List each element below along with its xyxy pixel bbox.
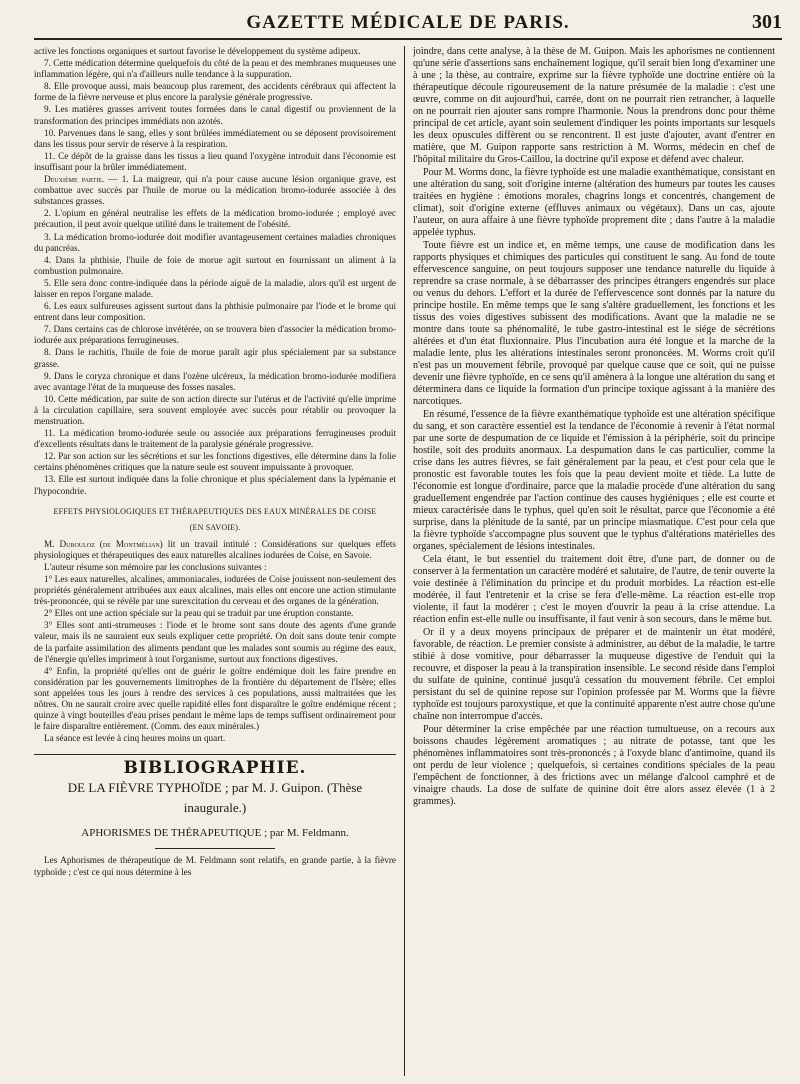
book-title-line2: inaugurale.) — [183, 800, 247, 816]
right-paragraph-4: En résumé, l'essence de la fièvre exanthématique typhoïde est une altération spécifique du sang, et son caractère essentiel est la tendance de l'économie à revenir à l'état normal par une sorte de despumation de ce liquide et l'émission à la périphérie, soit du principe hostile, soit des produits anormaux. La despumation dans le cas particulier, comme la crise dans les autres fièvres, se fait généralement par la peau, et c'est pour cela que le pronostic est favorable toutes les fois que la peau devient moite et tiède. La lutte de l'économie est longue d'ordinaire, parce que la maladie procède d'une altération du sang graduellement engendrée par l'action continue des causes hygiéniques ; elle est courte et mieux caractérisée dans le typhus, quel qu'en soit le résultat, parce que l'économie a été surprise, dans la plénitude de la santé, par un principe miasmatique. C'est pour cela que la fièvre typhoïde s'accompagne plus souvent que le typhus d'altérations matérielles des organes, spécialement de lésions intestinales. — [413, 409, 775, 552]
book-title-2: APHORISMES DE THÉRAPEUTIQUE ; par M. Feldmann. — [81, 827, 349, 840]
right-paragraph-3: Toute fièvre est un indice et, en même temps, une cause de modification dans les rapports physiques et chimiques des particules qui constituent le sang. Au fond de toute effervescence sanguine, on peut toujours supposer une tendance naturelle du liquide à reprendre sa crase normale, à se débarrasser des principes étrangers engendrés sur place ou venus du dehors. L'effort et la durée de l'effervescence sont donnés par la nature du principe hostile. En même temps que le sang s'altère graduellement, les fonctions et les tissus des voies digestives subissent des modifications. Avant que la maladie ne se montre dans toute sa phénomalité, le tube gastro-intestinal est le siége de sécrétions altérées et d'un état fluxionnaire. Plus l'incubation aura été longue et la marche de la maladie lente, plus les altérations intestinales seront prononcées. M. Worms croit qu'il n'est pas un mouvement fébrile, provoqué par quelque cause que ce soit, qui ne puisse devenir une fièvre typhoïde, en ce sens qu'il amènera à la longue une altération du sang et déterminera dans ce liquide la formation d'un principe toxique agissant à la manière des narcotiques. — [413, 240, 775, 407]
part-two-item-12: 12. Par son action sur les sécrétions et sur les fonctions digestives, elle détermine dans la folie certains phénomènes critiques que la nature seule est souvent impuissante à provoquer. — [34, 451, 396, 473]
columns — [34, 46, 782, 1076]
left-column — [34, 46, 396, 1076]
part-two-item-10: 10. Cette médication, par suite de son action directe sur l'utérus et de l'activité qu'elle imprime à la circulation capillaire, sera souvent employée avec succès pour rétablir ou provoquer la menstruation. — [34, 393, 396, 426]
conclusion-item-1: 1° Les eaux naturelles, alcalines, ammoniacales, iodurées de Coise jouissent non-seulement des propriétés généralement attribuées aux eaux alcalines, mais elles ont encore une action stimulante très-prononcée, qui se révèle par une surexcitation du cerveau et des organes de la génération. — [34, 573, 396, 607]
column-rule — [404, 46, 405, 1076]
conclusions-list — [34, 574, 396, 732]
page-number: 301 — [752, 11, 782, 33]
right-paragraph-5: Cela étant, le but essentiel du traitement doit être, d'une part, de donner ou de conserver à la fermentation un caractère modéré et salutaire, de l'autre, de tenir ouverte la voie destinée à l'élimination du principe et du produit morbides. La réaction est-elle modérée, il faut l'entretenir et la crise se fera d'elle-même. La réaction est-elle trop violente, il faut la modérer ; c'est le moyen d'ouvrir la peau à la crise attendue. La réaction enfin est-elle nulle ou insuffisante, il faut venir à son secours, dans le même but. — [413, 554, 775, 625]
closing-line: La séance est levée à cinq heures moins un quart. — [44, 733, 226, 744]
part-two-text: — 1. La maigreur, qui n'a pour cause aucune lésion organique grave, est combattue avec succès par l'huile de morue ou la médication bromo-iodurée associée à des substances grasses. — [34, 174, 396, 207]
conclusion-item-2: 2° Elles ont une action spéciale sur la peau qui se traduit par une éruption constante. — [44, 608, 354, 619]
conclusion-item-3: 3° Elles sont anti-strumeuses : l'iode et le brome sont sans doute des agents d'une grande valeur, mais ils ne sauraient eux seuls expliquer cette propriété. On doit sans doute tenir compte de la parfaite assimilation des aliments pendant que les malades sont soumis au régime des eaux, de l'énergie qu'elles impriment à tout l'organisme, surtout aux fonctions digestives. — [34, 620, 396, 664]
part-one-list — [34, 58, 396, 173]
part-two-item-11: 11. La médication bromo-iodurée seule ou associée aux préparations ferrugineuses produit d'excellents résultats dans le traitement de la paralysie générale progressive. — [34, 428, 396, 450]
section-heading-line2: (EN SAVOIE). — [189, 522, 241, 532]
report-paragraph — [34, 539, 396, 561]
part-two-item-7: 7. Dans certains cas de chlorose invétérée, on se trouvera bien d'associer la médication bromo-iodurée aux préparations ferrugineuses. — [34, 324, 396, 346]
part-two-item-13: 13. Elle est surtout indiquée dans la folie chronique et plus spécialement dans la lypémanie et l'hypocondrie. — [34, 474, 396, 496]
part-two-item-2: 2. L'opium en général neutralise les effets de la médication bromo-iodurée ; employé avec précaution, il peut avoir quelque utilité dans le traitement de l'obésité. — [34, 208, 396, 230]
intro-paragraph: active les fonctions organiques et surtout favorise le développement du système adipeux. — [34, 46, 361, 56]
right-paragraph-6: Or il y a deux moyens principaux de préparer et de maintenir un état modéré, favorable, de réaction. Le premier consiste à administrer, au début de la maladie, le tartre stibié à dose vomitive, pour débarrasser la muqueuse digestive de l'enduit qui la recouvre, et disposer la peau à la transpiration insensible. Le second réside dans l'emploi du sulfate de quinine, continué jusqu'à cessation du mouvement fébrile. Cet emploi persistant du sel de quinine repose sur l'opinion professée par M. Worms que la fièvre typhoïde est toujours paroxystique, et que la continuité apparente n'est autre chose qu'une chaîne non interrompue d'accès. — [413, 627, 775, 722]
journal-title: GAZETTE MÉDICALE DE PARIS. — [246, 12, 570, 33]
section-heading-line1: EFFETS PHYSIOLOGIQUES ET THÉRAPEUTIQUES DES EAUX MINÉRALES DE COISE — [53, 506, 377, 516]
part-one-item-5: 11. Ce dépôt de la graisse dans les tissus a lieu quand l'oxygène introduit dans l'économie est insuffisant pour la brûler immédiatement. — [34, 150, 396, 172]
part-two-item-8: 8. Dans le rachitis, l'huile de foie de morue paraît agir plus spécialement par sa substance grasse. — [34, 347, 396, 369]
part-two-item-5: 5. Elle sera donc contre-indiquée dans la période aiguë de la maladie, alors qu'il est urgent de laisser en repos l'organe malade. — [34, 277, 396, 299]
report-author: M. Dubouloz (de Montmélian) — [44, 538, 163, 549]
report-summary: L'auteur résume son mémoire par les conclusions suivantes : — [44, 561, 267, 572]
part-one-item-4: 10. Parvenues dans le sang, elles y sont brûlées immédiatement ou se déposent provisoirement dans les tissus pour servir de réserve à la respiration. — [34, 127, 396, 149]
part-two-item-1 — [34, 174, 396, 207]
right-paragraph-7: Pour déterminer la crise empêchée par une réaction tumultueuse, on a recours aux boissons chaudes légèrement aromatiques ; au nitrate de potasse, tant que les phénomènes inflammatoires sont très-prononcés ; à l'oxyde blanc d'antimoine, quand ils ont perdu de leur violence ; quelquefois, si certaines conditions spéciales de la peau l'empêchent de fonctionner, à des frictions avec un mélange d'alcool camphré et de vinaigre chauds. La dose de sulfate de quinine doit être alors assez élevée (1 à 2 grammes). — [413, 724, 775, 807]
right-column — [413, 46, 775, 1076]
part-two-item-6: 6. Les eaux sulfureuses agissent surtout dans la phthisie pulmonaire par l'iode et le brome qui entrent dans leur composition. — [34, 301, 396, 323]
book-title-line1: DE LA FIÈVRE TYPHOÏDE ; par M. J. Guipon. (Thèse — [67, 780, 363, 796]
part-two-label: Deuxième partie. — [44, 174, 105, 185]
short-divider — [155, 848, 275, 849]
report-text: lit un travail intitulé : Considérations sur quelques effets physiologiques et thérapeutiques des eaux naturelles alcalines iodurées de Coise, en Savoie. — [34, 538, 396, 560]
part-two-item-9: 9. Dans le coryza chronique et dans l'ozène ulcéreux, la médication bromo-iodurée modifiera avec avantage l'état de la muqueuse des fosses nasales. — [34, 370, 396, 392]
bibliography-text: Les Aphorismes de thérapeutique de M. Feldmann sont relatifs, en grande partie, à la fièvre typhoïde ; c'est ce qui nous détermine à les — [34, 855, 396, 877]
part-one-item-2: 8. Elle provoque aussi, mais beaucoup plus rarement, des accidents cérébraux qui affectent la forme de la fièvre nerveuse et plus encore la paralysie générale progressive. — [34, 81, 396, 103]
page-header — [34, 8, 782, 40]
bibliography-heading: BIBLIOGRAPHIE. — [123, 758, 307, 779]
right-paragraph-1: joindre, dans cette analyse, à la thèse de M. Guipon. Mais les aphorismes ne contiennent qu'une série d'assertions sans enchaînement logique, qu'il serait bien long d'examiner une à une ; la thèse, au contraire, exprime sur la fièvre typhoïde une doctrine entière où la thérapeutique découle rigoureusement de la nature présumée de la maladie : c'est une œuvre, comme on dit aujourd'hui, carrée, dont on ne pourrait rien retrancher, à laquelle on ne pourrait rien ajouter sans rompre l'harmonie. Nous la prendrons donc pour thème principal de cet article, ayant soin seulement d'indiquer les points importants sur lesquels les deux opuscules diffèrent ou se rencontrent. Il est juste d'ajouter, avant d'entrer en matière, que M. Guipon rapporte sans restriction à M. Worms, médecin en chef de l'hôpital militaire du Gros-Caillou, la doctrine qu'il expose et défend avec chaleur. — [413, 46, 775, 165]
conclusion-item-4: 4° Enfin, la propriété qu'elles ont de guérir le goître endémique doit les faire prendre en considération par les gouvernements limitrophes de la frontière du département de l'Isère; elles sont appelées tous les jours à rendre des services à ces populations, aussi maltraitées que les nôtres. On ne saurait croire avec quelle rapidité elles font disparaître le goître endémique récent ; quinze à vingt bouteilles d'eau prises pendant le même laps de temps suffisent ordinairement pour le faire disparaître entièrement. (Comm. des eaux minérales.) — [34, 665, 396, 732]
part-two-item-4: 4. Dans la phthisie, l'huile de foie de morue agit surtout en fournissant un aliment à la combustion pulmonaire. — [34, 254, 396, 276]
part-one-item-1: 7. Cette médication détermine quelquefois du côté de la peau et des membranes muqueuses une inflammation légère, qui n'a d'ailleurs nulle tendance à la suppuration. — [34, 58, 396, 80]
part-one-item-3: 9. Les matières grasses arrivent toutes formées dans le canal digestif ou proviennent de la transformation des principes immédiats non azotés. — [34, 104, 396, 126]
part-two-item-3: 3. La médication bromo-iodurée doit modifier avantageusement certaines maladies chroniques du pancréas. — [34, 231, 396, 253]
right-paragraph-2: Pour M. Worms donc, la fièvre typhoïde est une maladie exanthématique, consistant en une altération du sang, soit d'origine interne (altération des humeurs par toutes les causes traitées en hygiène : émotions morales, chagrins longs et concentrés, changement de climat), soit d'origine externe (effluves animaux ou végétaux). Dans un cas, ajoute l'auteur, on aura affaire à une fièvre typhoïde proprement dite ; dans l'autre à la maladie appelée typhus. — [413, 167, 775, 238]
part-two-list — [34, 208, 396, 496]
section-divider — [34, 754, 396, 755]
